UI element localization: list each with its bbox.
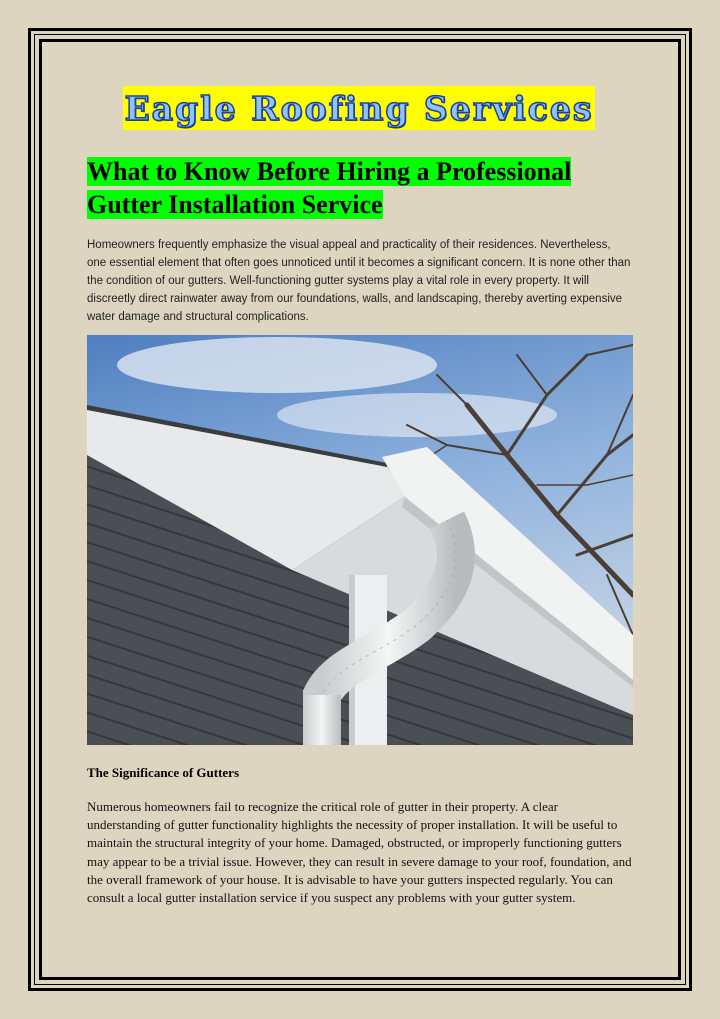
section-heading: The Significance of Gutters (87, 765, 240, 780)
brand-name: Eagle Roofing Services (124, 88, 594, 128)
section-paragraph: Numerous homeowners fail to recognize the critical role of gutter in their property. A clear understanding of gutter functionality highlights the necessity of proper installation. It will be useful to maintain the structural integrity of your home. Damaged, obstructed, or improperly functioning gutters may appear to be a trivial issue. However, they can result in severe damage to your roof, foundation, and the overall framework of your house. It is advisable to have your gutters inspected regularly. You can consult a local gutter installation service if you suspect any problems with your gutter system. (87, 799, 632, 906)
intro-paragraph: Homeowners frequently emphasize the visual appeal and practicality of their residences. Nevertheless, one essential element that often goes unnoticed until it becomes a significant concern. It is none other than the condition of our gutters. Well-functioning gutter systems play a vital role in every property. It will discreetly direct rainwater away from our foundations, walls, and landscaping, thereby averting expensive water damage and structural complications. (87, 239, 631, 323)
article-title-line-1: What to Know Before Hiring a Professional (87, 157, 572, 186)
article-title-line-2: Gutter Installation Service (87, 190, 383, 219)
gutter-photo (87, 335, 633, 745)
article-title (87, 155, 647, 221)
brand-banner (123, 86, 595, 130)
